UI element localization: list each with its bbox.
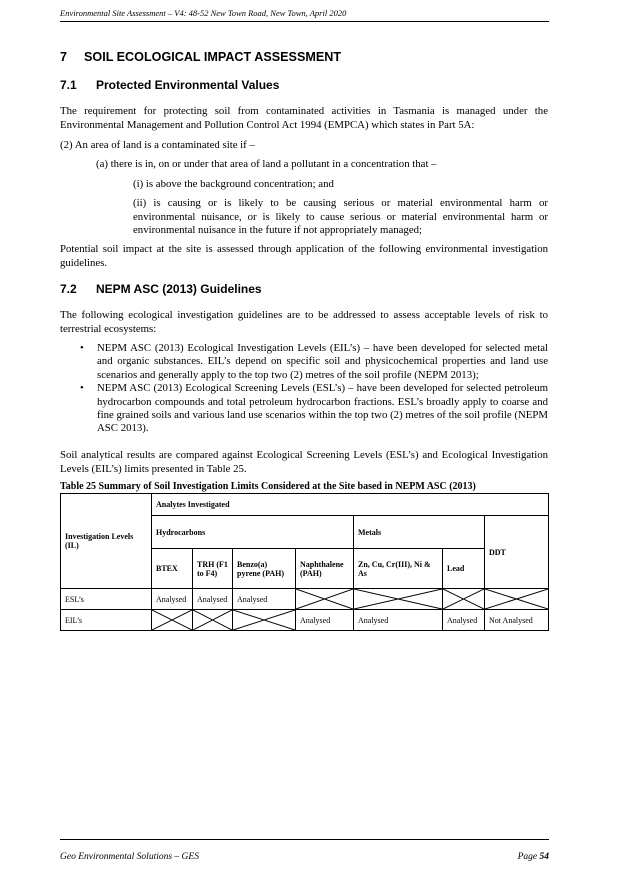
column-header: Naphthalene (PAH) bbox=[296, 549, 354, 589]
row-label: ESL’s bbox=[61, 589, 152, 610]
table-cell: Not Analysed bbox=[485, 610, 549, 631]
subsection-heading-7-1 bbox=[60, 78, 279, 92]
paragraph: Potential soil impact at the site is assessed through application of the following environmental investigation guidelines. bbox=[60, 243, 548, 269]
metals-header: Metals bbox=[354, 516, 485, 549]
not-applicable-cell bbox=[354, 589, 443, 610]
table-cell: Analysed bbox=[152, 589, 193, 610]
table-caption: Table 25 Summary of Soil Investigation Limits Considered at the Site based in NEPM ASC (2013) bbox=[60, 481, 476, 492]
paragraph: (ii) is causing or is likely to be causing serious or material environmental harm or environmental nuisance, or is likely to cause serious or material environmental harm or environmental nuisance in the future if not appropriately managed; bbox=[133, 197, 548, 237]
subsection-title: NEPM ASC (2013) Guidelines bbox=[96, 282, 262, 296]
table-cell: Analysed bbox=[296, 610, 354, 631]
not-applicable-cell bbox=[233, 610, 296, 631]
analytes-header: Analytes Investigated bbox=[152, 494, 549, 516]
paragraph: The following ecological investigation guidelines are to be addressed to assess acceptable levels of risk to terrestrial ecosystems: bbox=[60, 309, 548, 335]
row-label: EIL’s bbox=[61, 610, 152, 631]
section-title: SOIL ECOLOGICAL IMPACT ASSESSMENT bbox=[84, 50, 342, 64]
page-number-value: 54 bbox=[539, 852, 549, 862]
not-applicable-cell bbox=[152, 610, 193, 631]
section-number: 7 bbox=[60, 50, 68, 64]
subsection-heading-7-2 bbox=[60, 282, 262, 296]
paragraph: (2) An area of land is a contaminated site if – bbox=[60, 139, 255, 151]
footer-divider bbox=[60, 839, 549, 840]
paragraph: Soil analytical results are compared against Ecological Screening Levels (ESL’s) and Ecological Investigation Levels (EIL’s) limits presented in Table 25. bbox=[60, 449, 548, 475]
list-item bbox=[60, 342, 548, 382]
column-header: TRH (F1 to F4) bbox=[193, 549, 233, 589]
subsection-title: Protected Environmental Values bbox=[96, 78, 280, 92]
paragraph: (i) is above the background concentration; and bbox=[133, 178, 334, 190]
not-applicable-cell bbox=[296, 589, 354, 610]
ddt-header: DDT bbox=[485, 516, 549, 589]
header-divider bbox=[60, 21, 549, 22]
subsection-number: 7.1 bbox=[60, 78, 77, 92]
column-header: BTEX bbox=[152, 549, 193, 589]
not-applicable-cell bbox=[485, 589, 549, 610]
not-applicable-cell bbox=[443, 589, 485, 610]
bullet-icon: • bbox=[80, 342, 84, 354]
hydrocarbons-header: Hydrocarbons bbox=[152, 516, 354, 549]
subsection-number: 7.2 bbox=[60, 282, 77, 296]
page-label: Page bbox=[517, 852, 540, 862]
bullet-icon: • bbox=[80, 382, 84, 395]
table-cell: Analysed bbox=[233, 589, 296, 610]
table-row bbox=[61, 610, 549, 631]
section-heading bbox=[60, 50, 341, 64]
table-cell: Analysed bbox=[443, 610, 485, 631]
soil-limits-table bbox=[60, 493, 549, 631]
paragraph: The requirement for protecting soil from contaminated activities in Tasmania is managed under the Environmental Management and Pollution Control Act 1994 (EMPCA) which states in Part 5A: bbox=[60, 105, 548, 131]
table-cell: Analysed bbox=[354, 610, 443, 631]
column-header: Lead bbox=[443, 549, 485, 589]
column-header: Zn, Cu, Cr(III), Ni & As bbox=[354, 549, 443, 589]
list-item-text: NEPM ASC (2013) Ecological Investigation Levels (EIL’s) – have been developed for selected metal and organic substances. EIL’s depend on specific soil and physicochemical properties and land use scenarios and generally apply to the top two (2) metres of the soil profile (NEPM 2013); bbox=[97, 342, 548, 381]
table-cell: Analysed bbox=[193, 589, 233, 610]
page-header: Environmental Site Assessment – V4: 48-52 New Town Road, New Town, April 2020 bbox=[60, 8, 347, 18]
table-row bbox=[61, 589, 549, 610]
footer-company: Geo Environmental Solutions – GES bbox=[60, 852, 199, 862]
list-item bbox=[60, 382, 548, 436]
not-applicable-cell bbox=[193, 610, 233, 631]
list-item-text: NEPM ASC (2013) Ecological Screening Levels (ESL’s) – have been developed for selected petroleum hydrocarbon compounds and total petroleum hydrocarbon fractions. ESL’s broadly apply to coarse and fine grained soils and various land use scenarios within the top two (2) metres of the soil profile (NEPM ASC 2013). bbox=[97, 382, 548, 435]
paragraph: (a) there is in, on or under that area of land a pollutant in a concentration that – bbox=[96, 158, 437, 170]
bullet-list bbox=[60, 342, 548, 436]
page-number bbox=[518, 852, 549, 862]
investigation-levels-header: Investigation Levels (IL) bbox=[61, 494, 152, 589]
column-header: Benzo(a) pyrene (PAH) bbox=[233, 549, 296, 589]
